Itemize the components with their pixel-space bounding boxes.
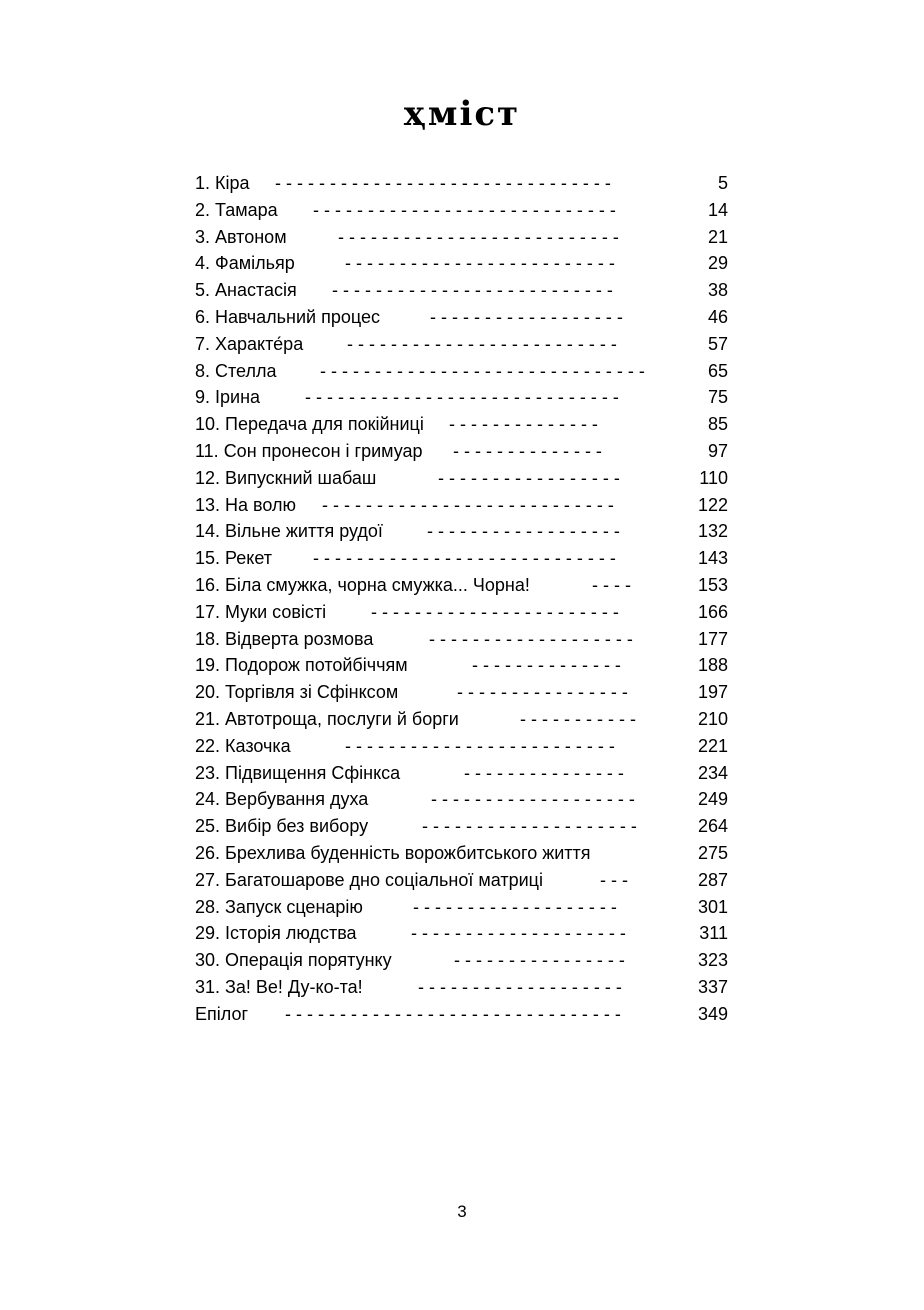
toc-entry-leader: - - - - - - - - - - - - - - (453, 440, 602, 461)
toc-entry-page: 275 (697, 842, 728, 863)
toc-entry-leader: - - - - - - - - - - - - - - (449, 414, 598, 435)
toc-entry-title: 11. Сон пронесон і гримуар (195, 440, 423, 461)
toc-entry (195, 1001, 728, 1028)
toc-entry-page: 29 (707, 253, 728, 274)
toc-entry-leader: - - - - - - - - - - - - - - - - - - - - - - - - - - - - - - - (285, 1003, 621, 1024)
toc-entry-page: 65 (707, 360, 728, 381)
toc-entry (195, 358, 728, 385)
toc-entry-leader: - - - - - - - - - - - - - - - - - - - - - - - - - - (338, 226, 619, 247)
toc-entry-page: 188 (697, 655, 728, 676)
toc-entry-title: 26. Брехлива буденність ворожбитського життя (195, 842, 591, 863)
toc-entry-title: 10. Передача для покійниці (195, 414, 424, 435)
toc-entry-leader: - - - (600, 869, 628, 890)
toc-entry-page: 323 (697, 950, 728, 971)
toc-entry-leader: - - - - - - - - - - - - - - - - - (438, 467, 620, 488)
toc-entry-leader: - - - - - - - - - - - - - - - - (454, 950, 625, 971)
toc-entry (195, 250, 728, 277)
toc-entry-title: 15. Рекет (195, 548, 272, 569)
toc-entry (195, 920, 728, 947)
toc-entry-title: 29. Історія людства (195, 923, 357, 944)
toc-entry-leader: - - - - - - - - - - - - - - - - - - - (413, 896, 617, 917)
toc-entry-page: 287 (697, 869, 728, 890)
toc-entry (195, 304, 728, 331)
toc-entry-title: 24. Вербування духа (195, 789, 369, 810)
toc-entry-page: 85 (707, 414, 728, 435)
toc-entry-page: 110 (699, 467, 728, 488)
toc-entry-title: 1. Кіра (195, 173, 250, 193)
toc-entry-title: 16. Біла смужка, чорна смужка... Чорна! (195, 574, 530, 595)
toc-entry (195, 894, 728, 921)
toc-entry-leader: - - - - - - - - - - - - - - - - - - - (418, 976, 622, 997)
toc-entry (195, 760, 728, 787)
toc-entry (195, 840, 728, 867)
toc-entry (195, 974, 728, 1001)
page-title: ҳміст (403, 94, 521, 134)
toc-entry (195, 652, 728, 679)
toc-entry (195, 626, 728, 653)
toc-entry-leader: - - - - - - - - - - - - - - - (464, 762, 624, 783)
toc-entry-leader: - - - - - - - - - - - (520, 708, 636, 729)
toc-entry-page: 143 (697, 548, 728, 569)
toc-entry-page: 21 (707, 226, 728, 247)
toc-entry-leader: - - - - - - - - - - - - - - - - - - (427, 521, 620, 542)
toc-entry (195, 572, 728, 599)
toc-entry-page: 301 (697, 896, 728, 917)
toc-entry-leader: - - - - - - - - - - - - - - - - - - - - - - - - - (345, 735, 615, 756)
toc-entry-title: 17. Муки совісті (195, 601, 327, 622)
toc-entry-page: 221 (697, 735, 728, 756)
toc-entry-leader: - - - - - - - - - - - - - - - - - - - - - - - - - - - - - - - (275, 173, 611, 193)
toc-entry-title: 19. Подорож потойбіччям (195, 655, 408, 676)
toc-entry (195, 518, 728, 545)
toc-entry-leader: - - - - (592, 574, 631, 595)
toc-entry-title: 6. Навчальний процес (195, 306, 380, 327)
toc-entry-leader: - - - - - - - - - - - - - - - - - - - - - - - - - - (332, 280, 613, 301)
toc-entry-title: 8. Стелла (195, 360, 277, 381)
toc-entry-page: 349 (697, 1003, 728, 1024)
toc-entry-page: 132 (697, 521, 728, 542)
toc-entry-title: 12. Випускний шабаш (195, 467, 377, 488)
toc-entry-page: 249 (697, 789, 728, 810)
toc-entry (195, 786, 728, 813)
toc-entry-page: 234 (697, 762, 728, 783)
page-number: 3 (457, 1202, 467, 1221)
toc-entry-page: 97 (707, 440, 728, 461)
toc-entry-title: 14. Вільне життя рудої (195, 521, 383, 542)
toc-entry-title: 4. Фамільяр (195, 253, 295, 274)
toc-entry (195, 733, 728, 760)
toc-entry-title: 27. Багатошарове дно соціальної матриці (195, 869, 543, 890)
toc-entry-leader: - - - - - - - - - - - - - - - - - - (430, 306, 623, 327)
toc-entry-title: 22. Казочка (195, 735, 291, 756)
toc-entry (195, 679, 728, 706)
toc-entry-page: 197 (697, 682, 728, 703)
toc-entry (195, 411, 728, 438)
toc-entry (195, 599, 728, 626)
toc-entry-leader: - - - - - - - - - - - - - - - - - - - - - - - - - (347, 333, 617, 354)
toc-entry (195, 706, 728, 733)
toc-entry-title: 23. Підвищення Сфінкса (195, 762, 401, 783)
toc-entry-leader: - - - - - - - - - - - - - - - - - - - (431, 789, 635, 810)
toc-entry-page: 14 (707, 199, 728, 220)
toc-entry-leader: - - - - - - - - - - - - - - - - (457, 682, 628, 703)
toc-entry (195, 197, 728, 224)
toc-entry-page: 38 (707, 280, 728, 301)
toc-entry (195, 384, 728, 411)
toc-entry-title: 3. Автоном (195, 226, 287, 247)
toc-entry (195, 438, 728, 465)
toc-entry-page: 177 (697, 628, 728, 649)
toc-entry-title: 21. Автотроща, послуги й борги (195, 708, 459, 729)
toc-entry-title: 28. Запуск сценарію (195, 896, 363, 917)
toc-entry-page: 337 (697, 976, 728, 997)
toc-entry-leader: - - - - - - - - - - - - - - - - - - - - - - - (371, 601, 619, 622)
toc-entry-page: 153 (697, 574, 728, 595)
toc-entry-title: 30. Операція порятунку (195, 950, 392, 971)
toc-entry-title: 5. Анастасія (195, 280, 297, 301)
toc-entry-title: 18. Відверта розмова (195, 628, 374, 649)
toc-entry-title: 31. За! Ве! Ду-ко-та! (195, 976, 363, 997)
toc-entry-page: 311 (699, 923, 728, 944)
toc-entry-leader: - - - - - - - - - - - - - - - - - - - - - - - - - - - - - - (320, 360, 645, 381)
toc-entry-page: 264 (697, 816, 728, 837)
toc-entry-leader: - - - - - - - - - - - - - - - - - - - - - - - - - (345, 253, 615, 274)
toc-entry-leader: - - - - - - - - - - - - - - - - - - - - - - - - - - - - (313, 199, 616, 220)
toc-entry-title: 9. Ірина (195, 387, 261, 408)
toc-entry (195, 813, 728, 840)
toc-entry (195, 492, 728, 519)
toc-entry-page: 46 (707, 306, 728, 327)
toc-entry (195, 545, 728, 572)
toc-entry-title: 13. На волю (195, 494, 297, 515)
toc-entry-title: 25. Вибір без вибору (195, 816, 369, 837)
toc-entry-title: 7. Характе́ра (195, 333, 304, 354)
toc-entry (195, 331, 728, 358)
toc-entry-title: 2. Тамара (195, 199, 278, 220)
toc-entry-page: 210 (697, 708, 728, 729)
toc-entry (195, 867, 728, 894)
toc-entry (195, 170, 728, 197)
toc-entry-title: Епілог (195, 1003, 249, 1024)
toc-entry-page: 57 (707, 333, 728, 354)
toc-entry-leader: - - - - - - - - - - - - - - - - - - - - - - - - - - - (322, 494, 614, 515)
toc-entry (195, 465, 728, 492)
toc-entry-title: 20. Торгівля зі Сфінксом (195, 682, 399, 703)
toc-entry-leader: - - - - - - - - - - - - - - - - - - - (429, 628, 633, 649)
toc-entry (195, 277, 728, 304)
toc-entry-page: 75 (707, 387, 728, 408)
toc-entry-leader: - - - - - - - - - - - - - - (472, 655, 621, 676)
toc-entry-page: 122 (697, 494, 728, 515)
table-of-contents (195, 170, 728, 1028)
toc-entry-leader: - - - - - - - - - - - - - - - - - - - - (422, 816, 637, 837)
toc-entry (195, 947, 728, 974)
toc-entry-leader: - - - - - - - - - - - - - - - - - - - - - - - - - - - - - (305, 387, 619, 408)
toc-entry-leader: - - - - - - - - - - - - - - - - - - - - - - - - - - - - (313, 548, 616, 569)
toc-entry-page: 166 (697, 601, 728, 622)
toc-entry (195, 224, 728, 251)
toc-entry-page: 5 (717, 173, 728, 193)
toc-entry-leader: - - - - - - - - - - - - - - - - - - - - (411, 923, 626, 944)
